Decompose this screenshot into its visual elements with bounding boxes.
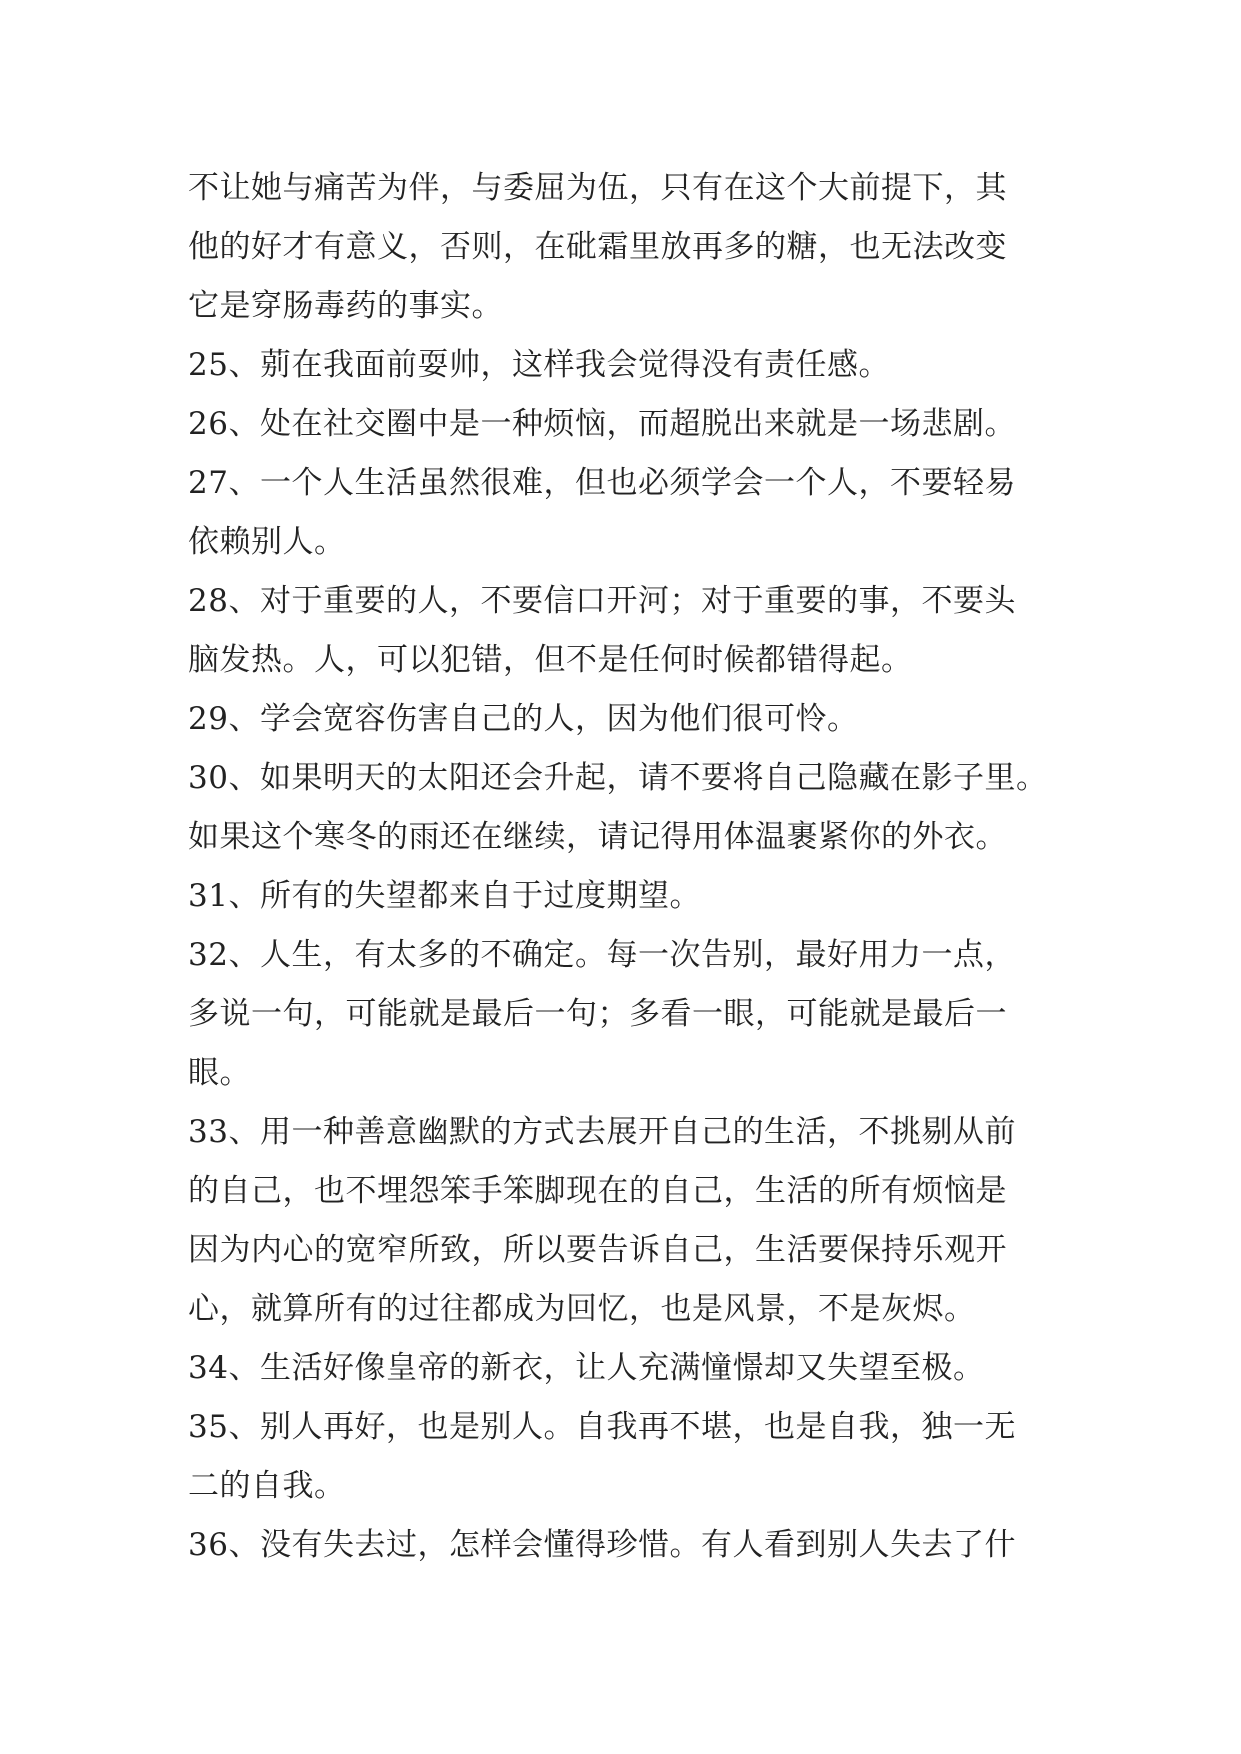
paragraph xyxy=(188,454,1068,572)
text-line: 34、生活好像皇帝的新衣，让人充满憧憬却又失望至极。 xyxy=(188,1350,985,1386)
text-line: 32、人生，有太多的不确定。每一次告别，最好用力一点， xyxy=(188,937,1016,973)
paragraph xyxy=(188,572,1068,690)
text-line: 的自己，也不埋怨笨手笨脚现在的自己，生活的所有烦恼是 xyxy=(188,1173,1007,1209)
paragraph xyxy=(188,690,1068,749)
text-line: 不让她与痛苦为伴，与委屈为伍，只有在这个大前提下，其 xyxy=(188,170,1007,206)
text-line: 25、莂在我面前耍帅，这样我会觉得没有责任感。 xyxy=(188,347,890,383)
paragraph xyxy=(188,336,1068,395)
text-line: 如果这个寒冬的雨还在继续，请记得用体温裹紧你的外衣。 xyxy=(188,819,1007,855)
paragraph xyxy=(188,1339,1068,1398)
text-line: 27、一个人生活虽然很难，但也必须学会一个人，不要轻易 xyxy=(188,465,1016,501)
text-line: 31、所有的失望都来自于过度期望。 xyxy=(188,878,701,914)
text-line: 二的自我。 xyxy=(188,1468,346,1504)
paragraph xyxy=(188,867,1068,926)
paragraph xyxy=(188,1398,1068,1516)
paragraph xyxy=(188,159,1068,336)
text-line: 36、没有失去过，怎样会懂得珍惜。有人看到别人失去了什 xyxy=(188,1527,1016,1563)
paragraph xyxy=(188,395,1068,454)
text-line: 眼。 xyxy=(188,1055,251,1091)
paragraph xyxy=(188,1103,1068,1339)
text-line: 26、处在社交圈中是一种烦恼，而超脱出来就是一场悲剧。 xyxy=(188,406,1016,442)
text-line: 33、用一种善意幽默的方式去展开自己的生活，不挑剔从前 xyxy=(188,1114,1016,1150)
text-line: 29、学会宽容伤害自己的人，因为他们很可怜。 xyxy=(188,701,859,737)
text-line: 依赖别人。 xyxy=(188,524,346,560)
text-line: 28、对于重要的人，不要信口开河；对于重要的事，不要头 xyxy=(188,583,1016,619)
text-line: 它是穿肠毒药的事实。 xyxy=(188,288,503,324)
text-line: 多说一句，可能就是最后一句；多看一眼，可能就是最后一 xyxy=(188,996,1007,1032)
paragraph xyxy=(188,926,1068,1103)
text-line: 因为内心的宽窄所致，所以要告诉自己，生活要保持乐观开 xyxy=(188,1232,1007,1268)
text-line: 35、别人再好，也是别人。自我再不堪，也是自我，独一无 xyxy=(188,1409,1016,1445)
text-line: 他的好才有意义，否则，在砒霜里放再多的糖，也无法改变 xyxy=(188,229,1007,265)
text-line: 心，就算所有的过往都成为回忆，也是风景，不是灰烬。 xyxy=(188,1291,976,1327)
text-line: 脑发热。人，可以犯错，但不是任何时候都错得起。 xyxy=(188,642,913,678)
paragraph xyxy=(188,1516,1068,1575)
text-line: 30、如果明天的太阳还会升起，请不要将自己隐藏在影子里。 xyxy=(188,760,1048,796)
paragraph xyxy=(188,749,1068,867)
document-body xyxy=(188,159,1068,1575)
